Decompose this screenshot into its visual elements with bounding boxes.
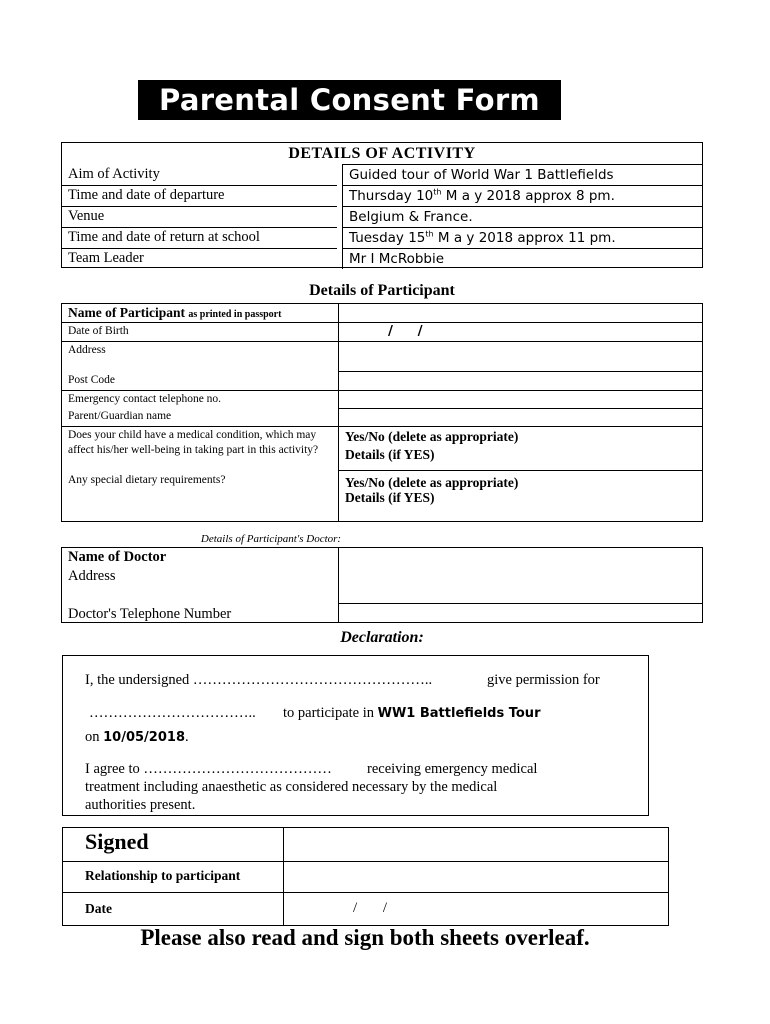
declaration-participant-blank[interactable]: …………………………….. xyxy=(89,705,256,721)
signature-table xyxy=(62,827,669,926)
activity-value-return[interactable]: Tuesday 15th M a y 2018 approx 11 pm. xyxy=(342,227,703,248)
activity-value-team-leader[interactable]: Mr I McRobbie xyxy=(342,248,703,269)
declaration-agree-blank[interactable]: I agree to ………………………………… xyxy=(85,761,332,777)
activity-label: Venue xyxy=(68,208,105,224)
activity-heading: DETAILS OF ACTIVITY xyxy=(288,145,476,162)
relationship-label: Relationship to participant xyxy=(85,868,241,883)
declaration-heading: Declaration: xyxy=(340,629,424,646)
doctor-name-label: Name of Doctor xyxy=(68,549,167,565)
activity-row-team-leader xyxy=(62,248,702,269)
participant-name-label: Name of Participant as printed in passport xyxy=(68,305,282,320)
activity-row-venue xyxy=(62,206,702,227)
doctor-name-address-field[interactable] xyxy=(339,548,703,603)
dob-label: Date of Birth xyxy=(68,325,129,337)
doctor-phone-field[interactable] xyxy=(339,604,703,622)
activity-row-return xyxy=(62,227,702,248)
declaration-text: give permission for xyxy=(487,672,600,688)
dietary-label: Any special dietary requirements? xyxy=(68,474,226,486)
doctor-caption: Details of Participant's Doctor: xyxy=(200,533,342,545)
dietary-answer-details[interactable]: Details (if YES) xyxy=(345,490,435,505)
declaration-date-line: on 10/05/2018. xyxy=(85,729,189,745)
declaration-undersigned[interactable]: I, the undersigned ………………………………………….. xyxy=(85,672,433,688)
activity-label: Time and date of departure xyxy=(68,187,225,203)
declaration-box xyxy=(62,655,649,816)
medical-condition-label: Does your child have a medical condition, which may affect his/her well-being in taking part in this activity? xyxy=(68,429,319,456)
activity-row-aim xyxy=(62,164,702,185)
activity-label: Aim of Activity xyxy=(68,166,160,182)
signed-label: Signed xyxy=(85,829,149,854)
postcode-field[interactable] xyxy=(339,372,703,390)
participant-details-table xyxy=(61,303,703,522)
medical-answer-details[interactable]: Details (if YES) xyxy=(345,447,435,462)
doctor-address-label: Address xyxy=(68,568,116,584)
activity-row-departure xyxy=(62,185,702,206)
medical-answer-yes-no[interactable]: Yes/No (delete as appropriate) xyxy=(345,429,519,444)
dietary-answer-yes-no[interactable]: Yes/No (delete as appropriate) xyxy=(345,475,519,490)
declaration-text: treatment including anaesthetic as considered necessary by the medical xyxy=(85,779,498,795)
declaration-text: receiving emergency medical xyxy=(367,761,538,777)
participant-address-field[interactable] xyxy=(339,342,703,371)
declaration-text: authorities present. xyxy=(85,797,196,813)
date-label: Date xyxy=(85,901,112,916)
relationship-field[interactable] xyxy=(284,862,668,892)
postcode-label: Post Code xyxy=(68,374,115,386)
signature-field[interactable] xyxy=(284,828,668,861)
emergency-phone-label: Emergency contact telephone no. xyxy=(68,393,222,405)
declaration-text: to participate in WW1 Battlefields Tour xyxy=(283,705,541,721)
activity-value-departure[interactable]: Thursday 10th M a y 2018 approx 8 pm. xyxy=(342,185,703,206)
activity-details-table xyxy=(61,142,703,268)
participant-heading: Details of Participant xyxy=(309,282,455,299)
participant-name-field[interactable] xyxy=(339,304,703,322)
guardian-name-label: Parent/Guardian name xyxy=(68,410,172,422)
dob-field[interactable]: / / xyxy=(388,323,423,339)
page-title: Parental Consent Form xyxy=(138,80,561,120)
footer-note: Please also read and sign both sheets overleaf. xyxy=(140,925,590,950)
activity-value-aim[interactable]: Guided tour of World War 1 Battlefields xyxy=(342,164,703,185)
signature-date-field[interactable]: / / xyxy=(353,900,388,916)
doctor-details-table xyxy=(61,547,703,623)
activity-value-venue[interactable]: Belgium & France. xyxy=(342,206,703,227)
address-label: Address xyxy=(68,344,106,356)
guardian-name-field[interactable] xyxy=(339,409,703,426)
activity-label: Time and date of return at school xyxy=(68,229,260,245)
doctor-phone-label: Doctor's Telephone Number xyxy=(68,606,232,622)
emergency-phone-field[interactable] xyxy=(339,391,703,408)
activity-label: Team Leader xyxy=(68,250,144,266)
